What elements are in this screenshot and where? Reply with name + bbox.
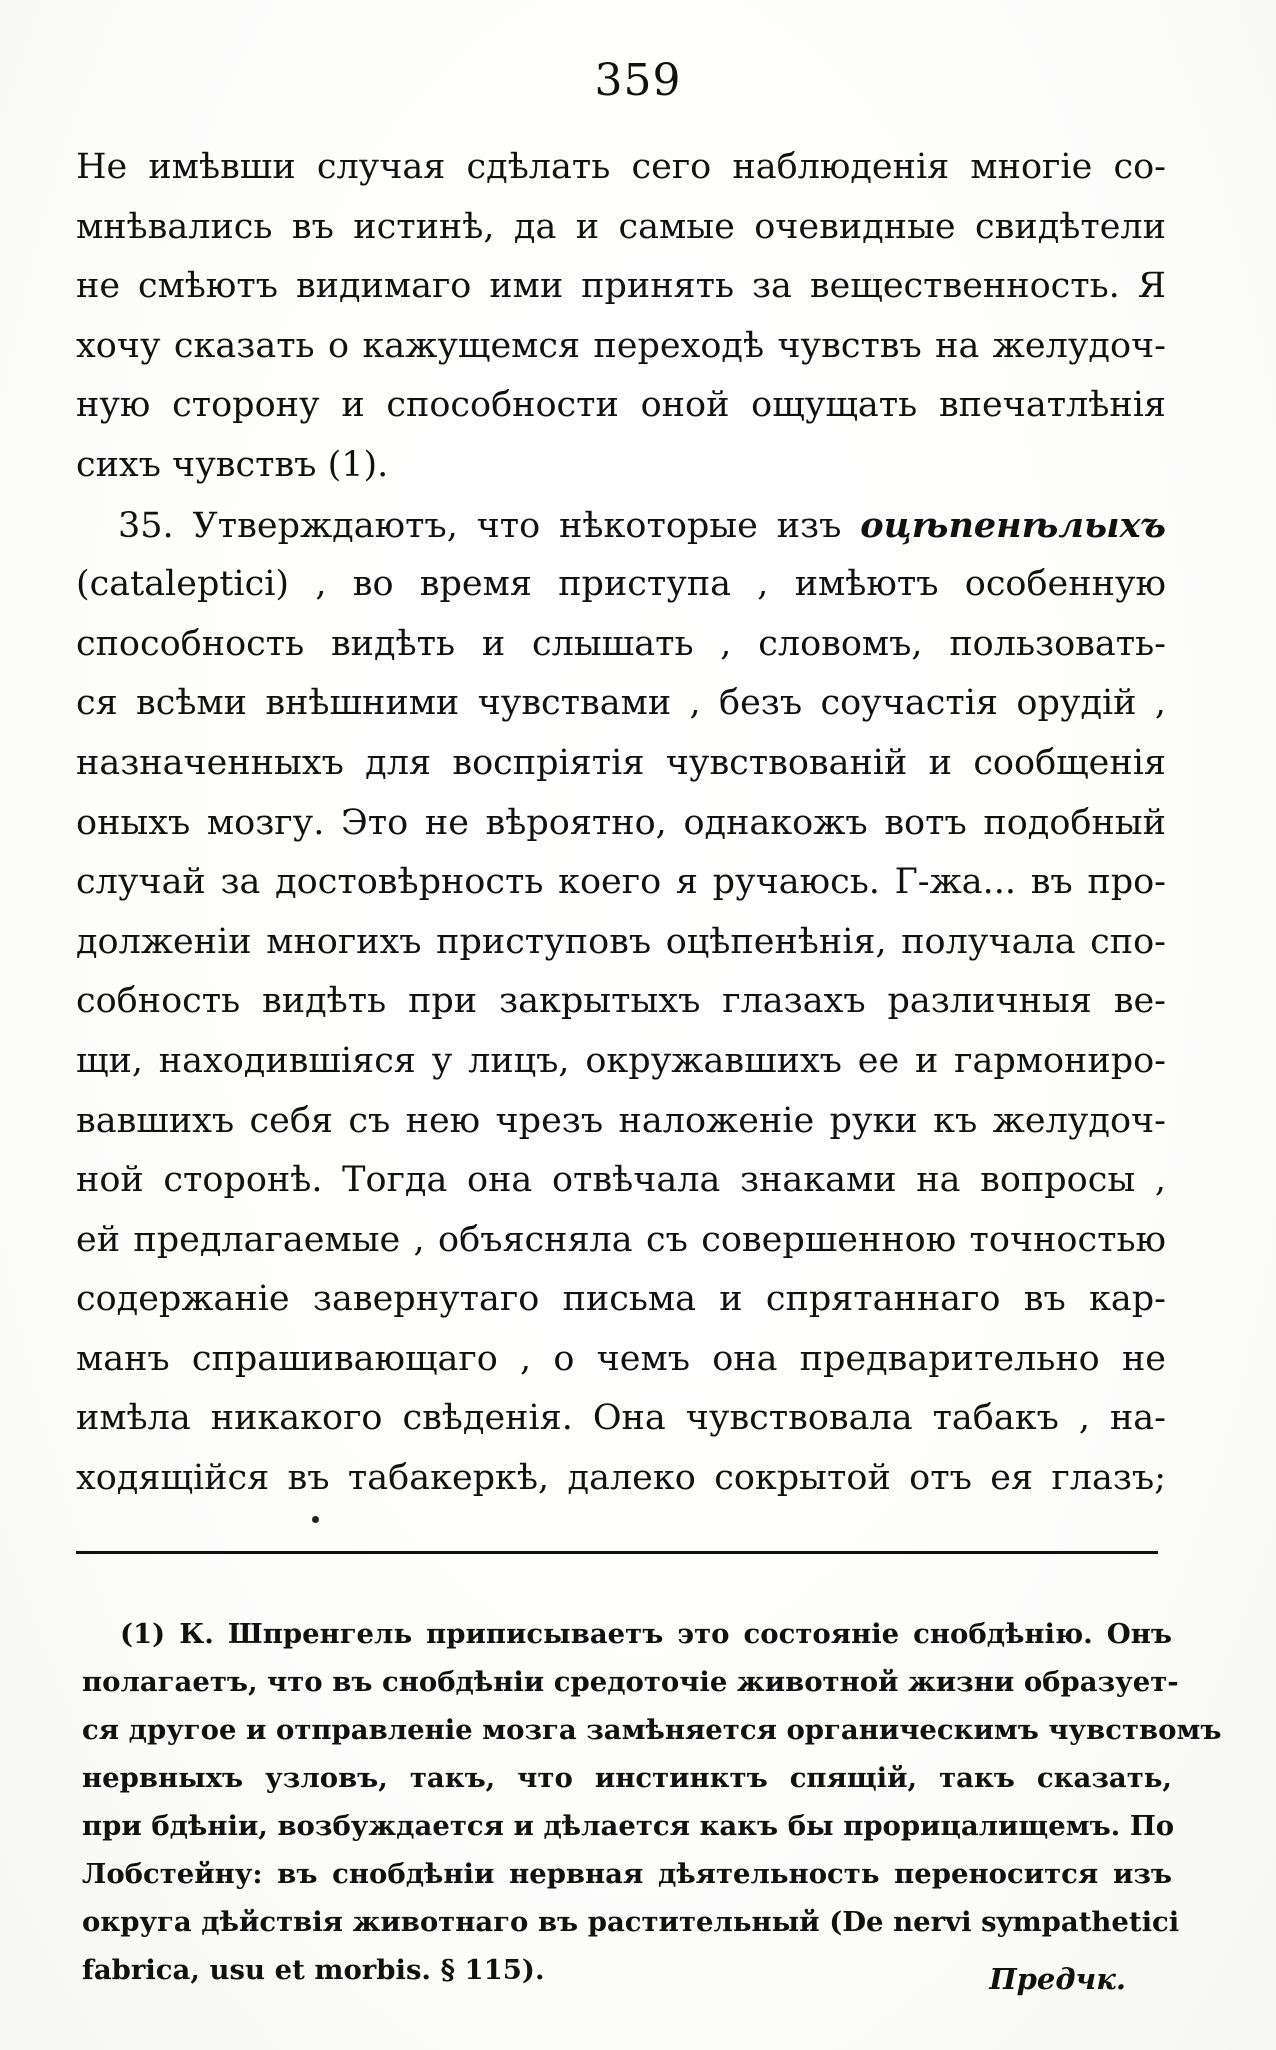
text-line-start: 35. Утверждаютъ, что нѣкоторые изъ bbox=[118, 505, 842, 546]
text-line: ей предлагаемые , объясняла съ совершенною точностью bbox=[76, 1219, 1166, 1260]
ink-dot bbox=[312, 1516, 319, 1523]
footnote-line: (1) К. Шпренгель приписываетъ это состояніе снобдѣнію. Онъ bbox=[120, 1618, 1172, 1650]
text-line: способность видѣть и слышать , словомъ, пользовать- bbox=[76, 623, 1166, 664]
text-line: содержаніе завернутаго письма и спрятаннаго въ кар- bbox=[76, 1279, 1166, 1320]
text-line: ся всѣми внѣшними чувствами , безъ соучастія орудій , bbox=[76, 683, 1166, 724]
text-line: ную сторону и способности оной ощущать впечатлѣнія bbox=[76, 385, 1166, 426]
text-line: ходящійся въ табакеркѣ, далеко сокрытой отъ ея глазъ; bbox=[76, 1458, 1166, 1499]
paragraph-35-first-line bbox=[76, 496, 1166, 556]
text-line: не смѣютъ видимаго ими принять за вещественность. Я bbox=[76, 266, 1166, 307]
text-line: манъ спрашивающаго , о чемъ она предварительно не bbox=[76, 1338, 1166, 1379]
text-line: имѣла никакого свѣденія. Она чувствовала табакъ , на- bbox=[76, 1398, 1166, 1439]
footnote-line: при бдѣніи, возбуждается и дѣлается какъ бы прорицалищемъ. По bbox=[82, 1810, 1175, 1842]
text-line: вавшихъ себя съ нею чрезъ наложеніе руки къ желудоч- bbox=[76, 1100, 1166, 1141]
catchword: Предчк. bbox=[989, 1962, 1126, 1996]
main-text-block bbox=[76, 138, 1166, 1509]
footnote-line: округа дѣйствія животнаго въ растительный (De nervi sympathetici bbox=[82, 1906, 1180, 1938]
footnote-block bbox=[82, 1610, 1222, 1994]
footnote-line: Лобстейну: въ снобдѣніи нервная дѣятельность переносится изъ bbox=[82, 1858, 1172, 1890]
text-line: долженіи многихъ приступовъ оцѣпенѣнія, получала спо- bbox=[76, 921, 1166, 962]
text-line: (cataleptici) , во время приступа , имѣютъ особенную bbox=[76, 564, 1166, 605]
footnote-line: полагаетъ, что въ снобдѣніи средоточіе животной жизни образует- bbox=[82, 1666, 1179, 1698]
text-line: назначенныхъ для воспріятія чувствованій и сообщенія bbox=[76, 742, 1166, 783]
text-line: сихъ чувствъ (1). bbox=[76, 444, 389, 485]
italic-term: оцѣпенѣлыхъ bbox=[860, 504, 1166, 546]
text-line: мнѣвались въ истинѣ, да и самые очевидные свидѣтели bbox=[76, 206, 1166, 247]
text-line: щи, находившіяся у лицъ, окружавшихъ ее и гармониро- bbox=[76, 1040, 1166, 1081]
text-line: оныхъ мозгу. Это не вѣроятно, однакожъ вотъ подобный bbox=[76, 802, 1166, 843]
footnote-line: ся другое и отправленіе мозга замѣняется органическимъ чувствомъ bbox=[82, 1714, 1222, 1746]
text-line: собность видѣть при закрытыхъ глазахъ различныя ве- bbox=[76, 981, 1166, 1022]
footnote-line: нервныхъ узловъ, такъ, что инстинктъ спящій, такъ сказать, bbox=[82, 1762, 1172, 1794]
footnote-separator-rule bbox=[76, 1551, 1158, 1554]
text-line: ной сторонѣ. Тогда она отвѣчала знаками на вопросы , bbox=[76, 1160, 1166, 1201]
text-line: хочу сказать о кажущемся переходѣ чувствъ на желудоч- bbox=[76, 325, 1166, 366]
text-line: Не имѣвши случая сдѣлать сего наблюденія многіе со- bbox=[76, 147, 1166, 187]
page-number: 359 bbox=[594, 55, 682, 106]
text-line: случай за достовѣрность коего я ручаюсь. Г-жа... въ про- bbox=[76, 862, 1166, 903]
footnote-line: fabrica, usu et morbis. § 115). bbox=[82, 1954, 545, 1986]
